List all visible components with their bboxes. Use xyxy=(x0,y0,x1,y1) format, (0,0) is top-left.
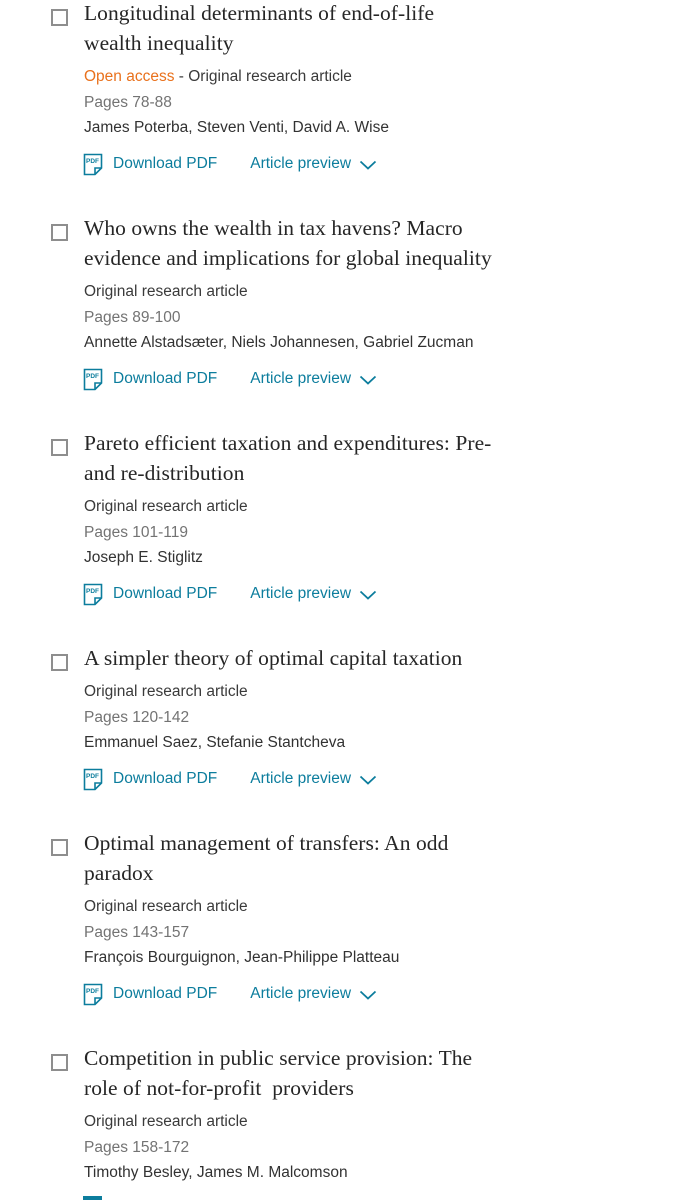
article-preview-toggle[interactable] xyxy=(250,370,377,388)
select-article-checkbox[interactable] xyxy=(51,1054,68,1071)
article-title-line: paradox xyxy=(84,861,154,885)
article-preview-toggle[interactable] xyxy=(250,770,377,788)
select-article-checkbox[interactable] xyxy=(51,654,68,671)
chevron-down-icon xyxy=(359,373,377,385)
article-preview-toggle[interactable] xyxy=(250,985,377,1003)
article-actions xyxy=(83,151,377,177)
article-title-line: Who owns the wealth in tax havens? Macro xyxy=(84,216,463,240)
article-title[interactable] xyxy=(84,0,524,58)
article-actions xyxy=(83,981,377,1007)
article-title[interactable] xyxy=(84,828,524,888)
article-type: Original research article xyxy=(84,683,248,700)
article-preview-label: Article preview xyxy=(250,370,352,387)
pdf-file-icon xyxy=(83,768,103,791)
pdf-file-icon xyxy=(83,368,103,391)
article-type: Original research article xyxy=(84,898,248,915)
article-title[interactable] xyxy=(84,428,524,488)
article-authors: Emmanuel Saez, Stefanie Stantcheva xyxy=(84,734,346,751)
article-title-line: evidence and implications for global inequality xyxy=(84,246,492,270)
svg-text:PDF: PDF xyxy=(86,372,99,380)
article-title-line: wealth inequality xyxy=(84,31,234,55)
open-access-label: Open access xyxy=(84,68,175,85)
download-pdf-label: Download PDF xyxy=(113,585,218,602)
download-pdf-label: Download PDF xyxy=(113,370,218,387)
article-pages: Pages 101-119 xyxy=(84,524,188,541)
article-type-label: - Original research article xyxy=(174,68,352,85)
chevron-down-icon xyxy=(359,158,377,170)
article-preview-toggle[interactable] xyxy=(250,585,377,603)
article-authors: François Bourguignon, Jean-Philippe Platteau xyxy=(84,949,400,966)
download-pdf-link[interactable] xyxy=(83,768,217,791)
article-title[interactable] xyxy=(84,643,524,673)
article-title-line: and re-distribution xyxy=(84,461,245,485)
pdf-file-icon xyxy=(83,583,103,606)
svg-text:PDF: PDF xyxy=(86,772,99,780)
svg-text:PDF: PDF xyxy=(86,157,99,165)
download-pdf-link[interactable] xyxy=(83,153,217,176)
article-authors: Joseph E. Stiglitz xyxy=(84,549,203,566)
article-actions xyxy=(83,766,377,792)
article-title-line: Optimal management of transfers: An odd xyxy=(84,831,449,855)
download-pdf-link[interactable] xyxy=(83,583,217,606)
download-pdf-link[interactable] xyxy=(83,368,217,391)
article-preview-toggle[interactable] xyxy=(250,155,377,173)
article-preview-label: Article preview xyxy=(250,155,352,172)
download-pdf-label: Download PDF xyxy=(113,155,218,172)
article-pages: Pages 158-172 xyxy=(84,1139,190,1156)
pdf-file-icon xyxy=(83,983,103,1006)
article-title[interactable] xyxy=(84,1043,524,1103)
article-preview-label: Article preview xyxy=(250,985,352,1002)
article-pages: Pages 120-142 xyxy=(84,709,190,726)
article-authors: Annette Alstadsæter, Niels Johannesen, Gabriel Zucman xyxy=(84,334,474,351)
article-title-line: Competition in public service provision: The xyxy=(84,1046,473,1070)
select-article-checkbox[interactable] xyxy=(51,9,68,26)
article-title-line: Longitudinal determinants of end-of-life xyxy=(84,1,435,25)
article-title-line: Pareto efficient taxation and expenditures: Pre- xyxy=(84,431,492,455)
article-type: Original research article xyxy=(84,283,248,300)
article-type: Original research article xyxy=(84,1113,248,1130)
svg-text:PDF: PDF xyxy=(86,587,99,595)
article-title-line: role of not-for-profit providers xyxy=(84,1076,354,1100)
article-title-line: A simpler theory of optimal capital taxation xyxy=(84,646,463,670)
select-article-checkbox[interactable] xyxy=(51,839,68,856)
article-title[interactable] xyxy=(84,213,524,273)
download-pdf-label: Download PDF xyxy=(113,985,218,1002)
article-type xyxy=(84,67,352,87)
article-actions xyxy=(83,581,377,607)
download-pdf-label: Download PDF xyxy=(113,770,218,787)
article-pages: Pages 143-157 xyxy=(84,924,190,941)
pdf-file-icon[interactable] xyxy=(83,1196,102,1200)
svg-text:PDF: PDF xyxy=(86,987,99,995)
download-pdf-link[interactable] xyxy=(83,983,217,1006)
article-preview-label: Article preview xyxy=(250,585,352,602)
article-pages: Pages 89-100 xyxy=(84,309,181,326)
article-pages: Pages 78-88 xyxy=(84,94,172,111)
select-article-checkbox[interactable] xyxy=(51,224,68,241)
select-article-checkbox[interactable] xyxy=(51,439,68,456)
article-preview-label: Article preview xyxy=(250,770,352,787)
article-actions xyxy=(83,366,377,392)
article-type: Original research article xyxy=(84,498,248,515)
pdf-file-icon xyxy=(83,153,103,176)
chevron-down-icon xyxy=(359,773,377,785)
article-authors: Timothy Besley, James M. Malcomson xyxy=(84,1164,348,1181)
article-authors: James Poterba, Steven Venti, David A. Wise xyxy=(84,119,389,136)
chevron-down-icon xyxy=(359,588,377,600)
chevron-down-icon xyxy=(359,988,377,1000)
